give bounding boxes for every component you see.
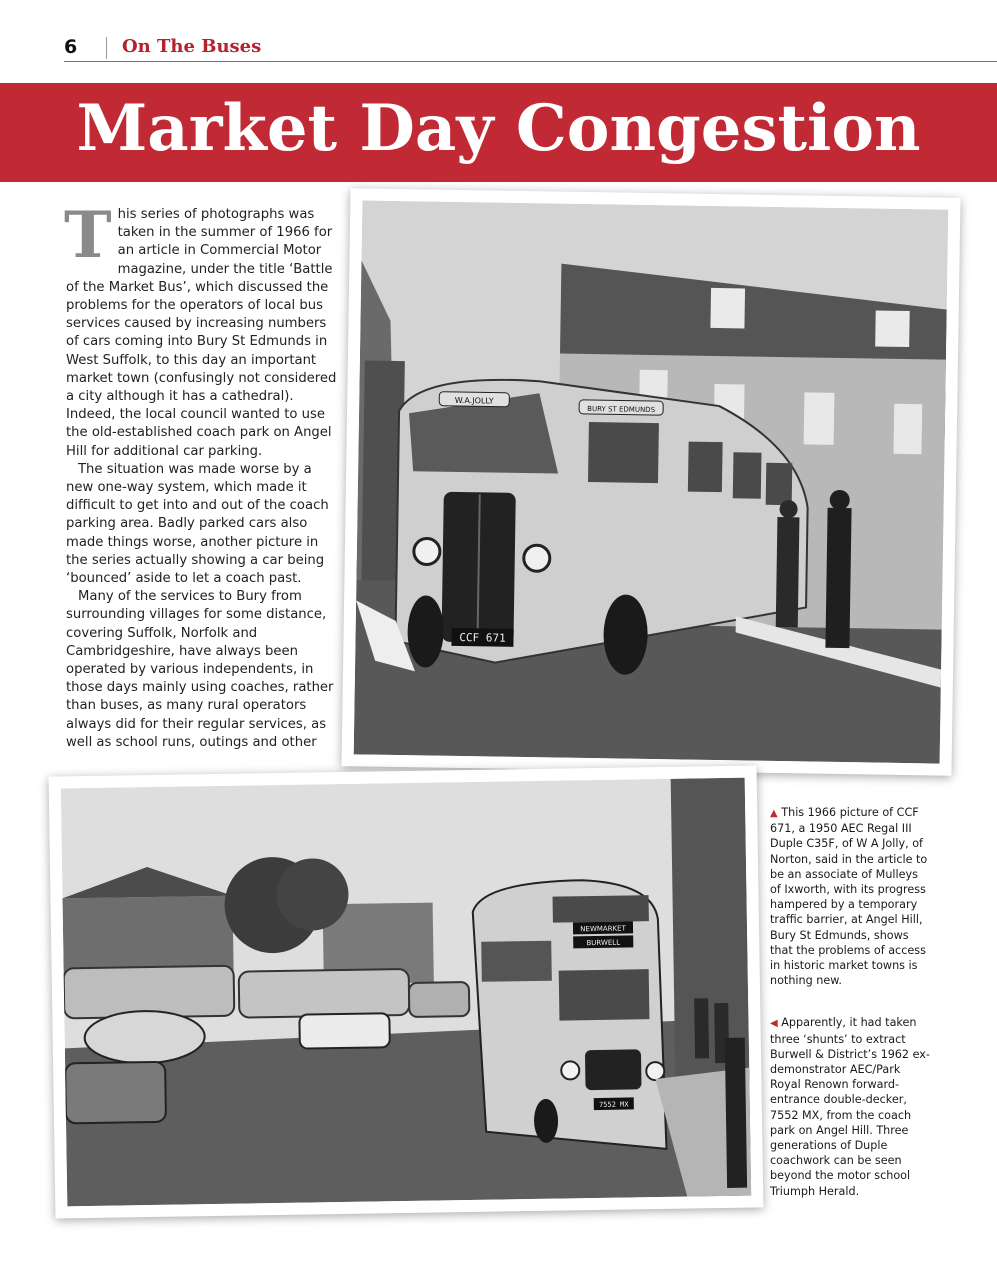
title-banner: [0, 83, 997, 182]
double-decker-photo-image: [61, 778, 751, 1207]
up-arrow-icon: ▲: [770, 808, 778, 819]
page-number: 6: [64, 36, 78, 58]
destination-top: NEWMARKET: [580, 924, 626, 934]
drop-cap: T: [64, 198, 112, 273]
caption-text: Apparently, it had taken three ‘shunts’ to extract Burwell & District’s 1962 ex-demonstrator AEC/Park Royal Renown forward-entrance double-decker, 7552 MX, from the coach park on Angel Hill. Three generations of Duple coachwork can be seen beyond the motor school Triumph Herald.: [770, 1016, 930, 1198]
operator-sign: W.A.JOLLY: [454, 395, 494, 406]
paragraph-text: his series of photographs was taken in the summer of 1966 for an article in Commercial Motor magazine, under the title ‘Battle of the Market Bus’, which discussed the problems for the operators of local bus services caused by increasing numbers of cars coming into Bury St Edmunds in West Suffolk, to this day an important market town (confusingly not considered a city although it has a cathedral). Indeed, the local council wanted to use the old-established coach park on Angel Hill for additional car parking.: [66, 207, 337, 459]
caption-coach: [770, 805, 930, 988]
article-title: Market Day Congestion: [76, 91, 921, 166]
left-arrow-icon: ◀: [770, 1018, 778, 1030]
article-paragraph: [64, 198, 342, 461]
photo-double-decker-7552mx: [49, 765, 764, 1218]
header-rule: [64, 61, 997, 62]
caption-double-decker: [770, 1015, 930, 1198]
coach-photo-image: [354, 200, 949, 763]
double-decker-plate: 7552 MX: [598, 1100, 629, 1109]
registration-plate: CCF 671: [459, 631, 506, 645]
header-divider: [106, 37, 107, 59]
section-name: On The Buses: [122, 36, 262, 57]
destination-sign: BURY ST EDMUNDS: [587, 404, 656, 415]
article-paragraph: The situation was made worse by a new one-way system, which made it difficult to get into and out of the coach parking area. Badly parked cars also made things worse, another picture in the series actually showing a car being ‘bounced’ aside to let a coach past.: [66, 461, 329, 587]
page-header: [0, 0, 997, 70]
caption-text: This 1966 picture of CCF 671, a 1950 AEC Regal III Duple C35F, of W A Jolly, of Norton, said in the article to be an associate of Mulleys of Ixworth, with its progress hampered by a temporary traffic barrier, at Angel Hill, Bury St Edmunds, shows that the problems of access in historic market towns is nothing new.: [770, 806, 928, 988]
article-paragraph: Many of the services to Bury from surrounding villages for some distance, covering Suffolk, Norfolk and Cambridgeshire, have always been operated by various independents, in those days mainly using coaches, rather than buses, as many rural operators always did for their regular services, as well as school runs, outings and other: [66, 589, 334, 750]
photo-coach-ccf671: [341, 188, 960, 776]
photo-captions: [770, 805, 930, 1199]
article-body: [64, 198, 342, 752]
destination-bottom: BURWELL: [586, 938, 621, 948]
